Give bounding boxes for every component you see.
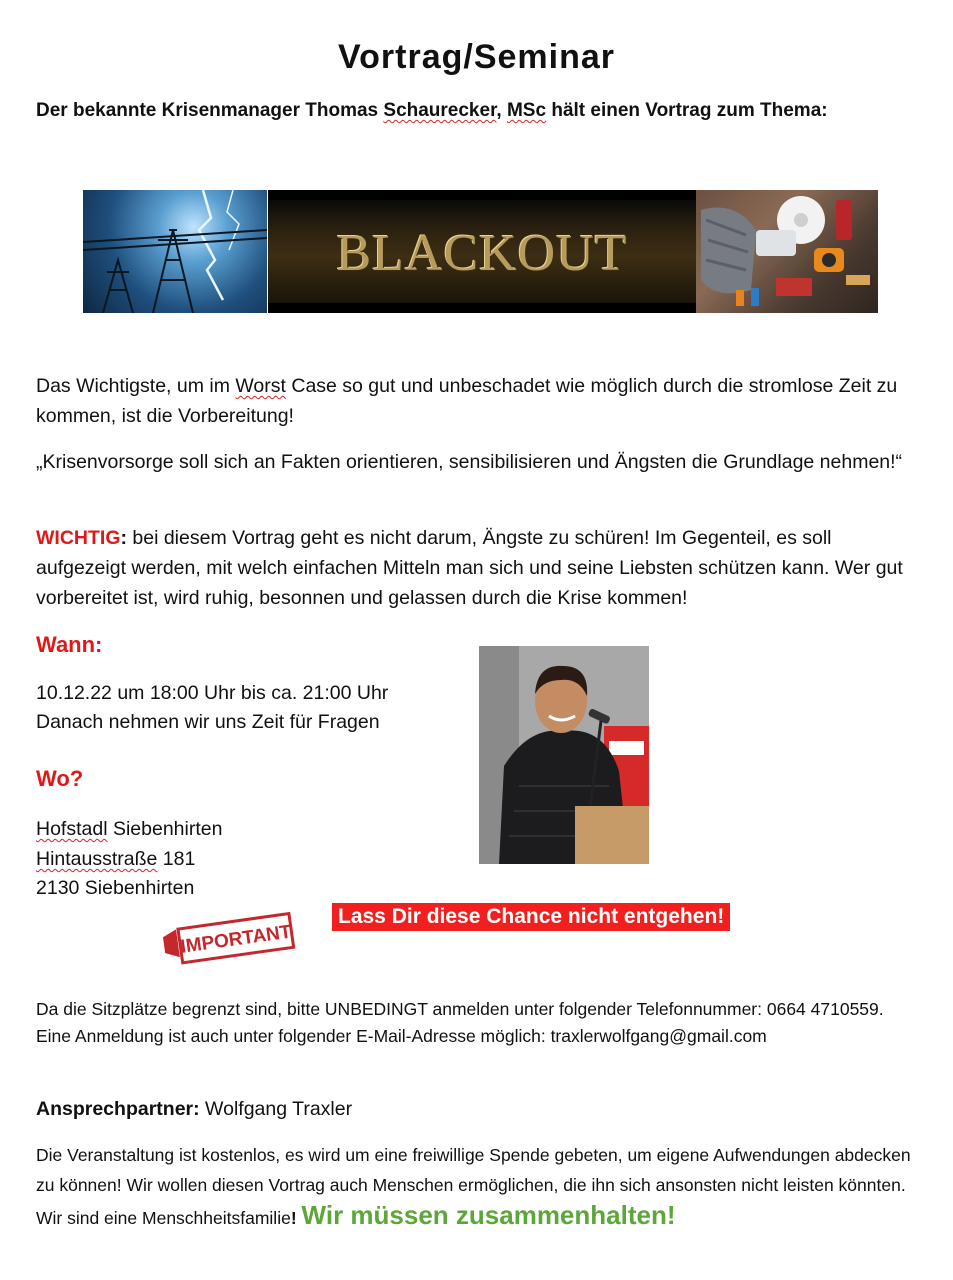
important-label: WICHTIG	[36, 527, 121, 549]
registration-paragraph: Da die Sitzplätze begrenzt sind, bitte UNBEDINGT anmelden unter folgender Telefonnummer: 0664 4710559. Eine Anmeldung ist auch unter folgender E-Mail-Adresse möglich: traxlerwolfgang@gmail.com	[36, 999, 884, 1046]
closing-text: Die Veranstaltung ist kostenlos, es wird um eine freiwillige Spende gebeten, um eigene Aufwendungen abdecken zu können! Wir wollen diesen Vortrag auch Menschen ermöglichen, die ihn sich ansonsten nicht leisten könnten. Wir sind eine Menschheitsfamilie	[36, 1145, 911, 1228]
place-name: Hofstadl	[36, 818, 108, 840]
slogan: Wir müssen zusammenhalten!	[301, 1200, 676, 1230]
where-place	[36, 814, 906, 844]
intro-line	[36, 100, 828, 122]
contact-label: Ansprechpartner:	[36, 1098, 200, 1120]
blackout-banner	[83, 190, 878, 313]
where-heading: Wo?	[36, 766, 84, 791]
emergency-supplies-image	[696, 190, 878, 313]
blackout-title-image	[268, 190, 696, 313]
intro-mid: ,	[496, 100, 507, 121]
page-title: Vortrag/Seminar	[337, 38, 615, 76]
important-colon: :	[120, 527, 127, 549]
blackout-text: BLACKOUT	[336, 225, 628, 282]
power-lines-image	[83, 190, 267, 313]
important-paragraph	[36, 523, 906, 613]
where-street	[36, 844, 906, 874]
worst-word: Worst	[235, 375, 286, 397]
closing-exclaim: !	[290, 1208, 302, 1228]
when-line-1: 10.12.22 um 18:00 Uhr bis ca. 21:00 Uhr	[36, 682, 389, 704]
paragraph-text: Case so gut und unbeschadet wie möglich durch die stromlose Zeit zu kommen, ist die Vorbereitung!	[36, 375, 898, 427]
contact-line	[36, 1094, 906, 1124]
paragraph-text: Das Wichtigste, um im	[36, 375, 236, 397]
quote-paragraph: „Krisenvorsorge soll sich an Fakten orientieren, sensibilisieren und Ängsten die Grundlage nehmen!“	[36, 451, 903, 473]
speaker-photo	[479, 646, 649, 864]
intro-suffix: hält einen Vortrag zum Thema:	[546, 100, 828, 121]
street-number: 181	[157, 848, 196, 870]
closing-paragraph	[36, 1140, 916, 1233]
street-name: Hintausstraße	[36, 848, 158, 870]
intro-prefix: Der bekannte Krisenmanager Thomas	[36, 100, 384, 121]
chance-banner: Lass Dir diese Chance nicht entgehen!	[332, 903, 730, 931]
important-stamp-icon	[160, 910, 300, 970]
where-city: 2130 Siebenhirten	[36, 877, 195, 899]
stamp-text: IMPORTANT	[179, 921, 293, 958]
speaker-name: Schaurecker	[383, 100, 497, 121]
when-heading: Wann:	[36, 632, 103, 657]
place-suffix: Siebenhirten	[107, 818, 223, 840]
paragraph-preparation	[36, 371, 906, 431]
speaker-degree: MSc	[506, 100, 547, 121]
when-line-2: Danach nehmen wir uns Zeit für Fragen	[36, 711, 380, 733]
important-text: bei diesem Vortrag geht es nicht darum, Ängste zu schüren! Im Gegenteil, es soll aufgezeigt werden, mit welch einfachen Mitteln man sich und seine Liebsten schützen kann. Wer gut vorbereitet ist, wird ruhig, besonnen und gelassen durch die Krise kommen!	[36, 527, 903, 609]
contact-name: Wolfgang Traxler	[199, 1098, 353, 1120]
